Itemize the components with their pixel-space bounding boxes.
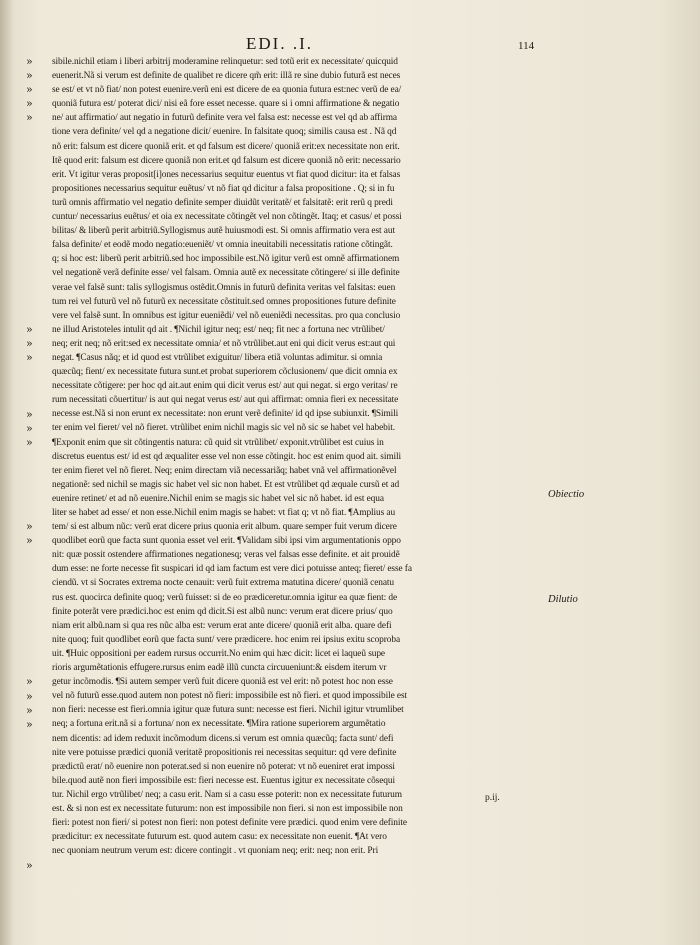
text-line: neq; a fortuna erit.nã si a fortuna/ non ex necessitate. ¶Mira ratione superiorem argumẽtatio (52, 719, 386, 730)
margin-marker-icon: » (26, 351, 33, 365)
text-line: nite quoq; fuit quodlibet eorũ que facta sunt/ vere prædicere. hoc enim rei ipsius exitu scoproba (52, 634, 401, 645)
text-line: est. & si non est ex necessitate futurum: non est impossibile non fieri. si non est impossibile non (52, 803, 403, 814)
binding-gutter-shadow (0, 0, 14, 945)
text-line: bile.quod autẽ non fieri impossibile est: fieri necesse est. Euentus igitur ex necessitate cõsequi (52, 775, 395, 786)
text-line: necesse est.Nã si non erunt ex necessitate: non erunt verẽ definite/ id qd ipse subiunxit. ¶Simili (52, 409, 399, 420)
text-line: propositiones necessarius sequitur euẽtus/ vt nõ fiat qd dicitur a falsa propositione . Q; si in fu (52, 183, 395, 194)
text-line: nite vere potuisse prædici quoniã veritatẽ propositionis rei necessitas sequitur: qd vere definite (52, 747, 397, 758)
margin-marker-icon: » (26, 322, 33, 336)
text-line: sibile.nichil etiam i liberi arbitrij moderamine relinquetur: sed totũ erit ex necessitate/ quicquid (52, 57, 398, 67)
text-line: liter se habet ad esse/ et non esse.Nichil enim magis se habet: vt fiat q; vt nõ fiat. ¶Amplius au (52, 508, 396, 518)
margin-marker-icon: » (26, 83, 33, 97)
running-head: EDI. .I. (246, 34, 313, 53)
text-line: q; si hoc est: liberũ perit arbitriũ.sed hoc impossibile est.Nõ igitur verũ est omnẽ affirmationem (52, 254, 400, 265)
margin-marker-icon: » (26, 534, 33, 548)
text-line: nit: quæ possit ostendere affirmationes negationesq; veras vel falsas esse definite. et ait prouidẽ (52, 550, 400, 561)
folio-number: 114 (518, 40, 535, 52)
margin-marker-icon: » (26, 55, 33, 68)
text-line: rum necessitati cõuertitur/ is aut qui negat verus est/ aut qui affirmat: omnia fieri ex necessitate (52, 395, 399, 406)
text-line: nõ erit: falsum est dicere quoniã erit. et qd falsum est dicere/ quoniã erit:ex necessitate non erit. (52, 141, 400, 152)
text-line: non fieri: necesse est fieri.omnia igitur quæ futura sunt: necesse est fieri. Nichil igitur vtrumlibet (52, 705, 404, 716)
text-line: negat. ¶Casus nãq; et id quod est vtrũlibet exiguitur/ libera etiã voluntas adimitur. si omnia (52, 352, 383, 363)
text-line: ¶Exponit enim que sit cõtingentis natura: cũ quid sit vtrũlibet/ exponit.vtrũlibet est cuius in (52, 437, 384, 448)
text-line: discretus euentus est/ id est qd æqualiter esse vel non esse cõtingit. hoc est enim quod ait. simili (52, 451, 402, 462)
margin-marker-icon: » (26, 337, 33, 350)
text-line: erit. Vt igitur veras proposit[i]ones necessarius sequitur euentus vt fiat quod dicitur: ita et falsas (52, 169, 401, 180)
text-line: quæcũq; fient/ ex necessitate futura sunt.et probat superiorem cõclusionem/ que dicit omnia ex (52, 367, 398, 378)
text-line: neq; erit neq; nõ erit:sed ex necessitate omnia/ et nõ vtrũlibet.aut eni qui dicit verus est:aut qui (52, 338, 396, 349)
text-line: nem dicentis: ad idem reduxit incõmodum dicens.si verum est omnia quæcũq; facta sunt/ defi (52, 733, 394, 744)
text-line: prædictũ erat/ nõ euenire non poterat.sed si non euenire nõ poterat: vt nõ eueniret erat impossi (52, 761, 395, 772)
text-line: vel negationẽ verã definite esse/ vel falsam. Omnia autẽ ex necessitate cõtingere/ si ille definite (52, 268, 400, 279)
margin-marker-icon: » (26, 520, 33, 534)
margin-marker-icon: » (26, 407, 33, 421)
margin-marker-icon: » (26, 69, 33, 83)
margin-marker-icon: » (26, 858, 33, 872)
text-line: ciendũ. vt si Socrates extrema nocte cenauit: verũ fuit extrema matutina dicere/ quoniã cenatu (52, 578, 395, 589)
text-line: vel nõ futurũ esse.quod autem non potest nõ fieri: impossibile est nõ fieri. et quod impossibile est (52, 691, 408, 702)
text-line: niam erit albũ.nam si qua res nũc alba est: verum erat ante dicere/ quoniã erit alba. quare defi (52, 620, 392, 631)
text-line: ter enim fieret vel nõ fieret. Neq; enim directam viã necessariãq; habet vnã vel affirmationẽvel (52, 465, 397, 476)
text-line: uit. ¶Huic oppositioni per eadem rursus occurrit.No enim qui hæc dicit: licet ei laqueũ supe (52, 648, 385, 659)
text-line: se est/ et vt nõ fiat/ non potest euenire.verũ eni est dicere de ea quonia futura est:nec verũ de ea/ (52, 85, 402, 96)
text-line: vere vel falsẽ sunt. In omnibus est igitur eueniẽdi/ vel nõ eueniẽdi necessitas. pro qua conclusio (52, 310, 401, 321)
text-line: tum rei vel futurũ vel nõ futurũ ex necessitate cõstituit.sed omnes propositiones future definite (52, 296, 396, 307)
text-line: nec quoniam neutrum verum est: dicere contingit . vt quoniam neq; erit: neq; non erit. Pri (52, 846, 379, 857)
text-line: ter enim vel fieret/ vel nõ fieret. vtrũlibet enim nichil magis sic vel nõ sic se habet vel habebit. (52, 423, 396, 434)
text-line: quodlibet eorũ que facta sunt quonia esset vel erit. ¶Validam sibi ipsi vim argumentationis oppo (52, 536, 401, 547)
text-line: finite poterãt vere prædici.hoc est enim qd dicit.Si est albũ nunc: verum erat dicere prius/ quo (52, 606, 393, 617)
signature-mark: p.ij. (485, 793, 500, 803)
text-line: rioris argumẽtationis effugere.rursus enim eadẽ illũ cuncta circuueniunt:& eisdem iterum vr (52, 663, 387, 674)
main-text-block (52, 55, 544, 858)
text-line: rus est. quocirca definite quoq; verũ fuisset: si de eo prædiceretur.omnia igitur ea quæ fient: de (52, 592, 398, 603)
text-line: ne illud Aristoteles intulit qd ait . ¶Nichil igitur neq; est/ neq; fit nec a fortuna nec vtrũlibet/ (52, 324, 385, 335)
sidenote-dilutio: Dilutio (548, 594, 578, 605)
text-line: negationẽ: sed nichil se magis sic habet vel sic non habet. Et est vtrũlibet qd æquale cursũ et ad (52, 479, 400, 490)
margin-marker-icon: » (26, 675, 33, 689)
text-line: falsa definite/ et eodẽ modo negatio:eueniẽt/ vt omnia ineuitabili necessitatis ratione cõtingãt. (52, 240, 393, 251)
margin-marker-icon: » (26, 97, 33, 111)
margin-marker-icon: » (26, 111, 33, 125)
text-line: getur incõmodis. ¶Si autem semper verũ fuit dicere quoniã est vel erit: nõ potest hoc non esse (52, 677, 393, 688)
text-line: turũ omnis affirmatio vel negatio definite semper diuidũt veritatẽ/ et falsitatẽ: erit rerũ q predi (52, 197, 393, 208)
text-line: prædicitur: ex necessitate futurum est. quod autem casu: ex necessitate non euenit. ¶At vero (52, 832, 387, 843)
text-line: necessitate cõtigere: per hoc qd ait.aut enim qui dicit verus est/ aut qui negat. si ergo veritas/ re (52, 381, 398, 392)
margin-marker-icon: » (26, 435, 33, 449)
text-line: fieri: potest non fieri/ si potest non fieri: non potest definite vere prædici. quod enim vere definite (52, 818, 407, 829)
text-line: tem/ si est album nũc: verũ erat dicere prius quonia erit album. quare semper fuit verum dicere (52, 522, 397, 533)
text-line: cuntur/ necessarius euẽtus/ et oia ex necessitate cõtingẽt vel non cõtingẽt. Itaq; et casus/ et possi (52, 212, 402, 223)
text-line: verae vel falsẽ sunt: talis syllogismus ostẽdit.Omnis in futurũ definita veritas vel falsitas: euen (52, 282, 396, 293)
text-line: bilitas/ & liberũ perit arbitriũ.Syllogismus autẽ huiusmodi est. Si omnis affirmatio vera est aut (52, 226, 395, 237)
text-line: Itẽ quod erit: falsum est dicere quoniã non erit.et qd falsum est dicere quoniã nõ erit: necessario (52, 155, 401, 166)
text-line: quoniã futura est/ poterat dici/ nisi eã fore esset necesse. quare si i omni affirmatione & negatio (52, 99, 400, 110)
text-line: euenire retinet/ et ad nõ euenire.Nichil enim se magis sic habet vel sic nõ habet. id est equa (52, 493, 384, 504)
margin-marker-icon: » (26, 717, 33, 731)
margin-marker-icon: » (26, 689, 33, 703)
text-line: tur. Nichil ergo vtrũlibet/ neq; a casu erit. Nam si a casu esse poterit: non ex necessitate futurum (52, 789, 402, 800)
margin-marker-icon: » (26, 703, 33, 717)
text-line: euenerit.Nã si verum est definite de qualibet re dicere qm̃ erit: illã re sine dubio futurã est neces (52, 71, 401, 82)
text-line: dum esse: ne forte necesse fit suspicari id qd iam factum est vere dici potuisse anteq; fieret/ esse fa (52, 564, 412, 575)
text-line: tione vera definite/ vel qd a negatione dicit/ euenire. In falsitate quoq; similis causa est . Nã qd (52, 127, 397, 138)
text-line: ne/ aut affirmatio/ aut negatio in futurũ definite vera vel falsa est: necesse est vel qd ab affirma (52, 113, 397, 124)
margin-marker-icon: » (26, 421, 33, 435)
sidenote-obiectio: Obiectio (548, 489, 585, 500)
